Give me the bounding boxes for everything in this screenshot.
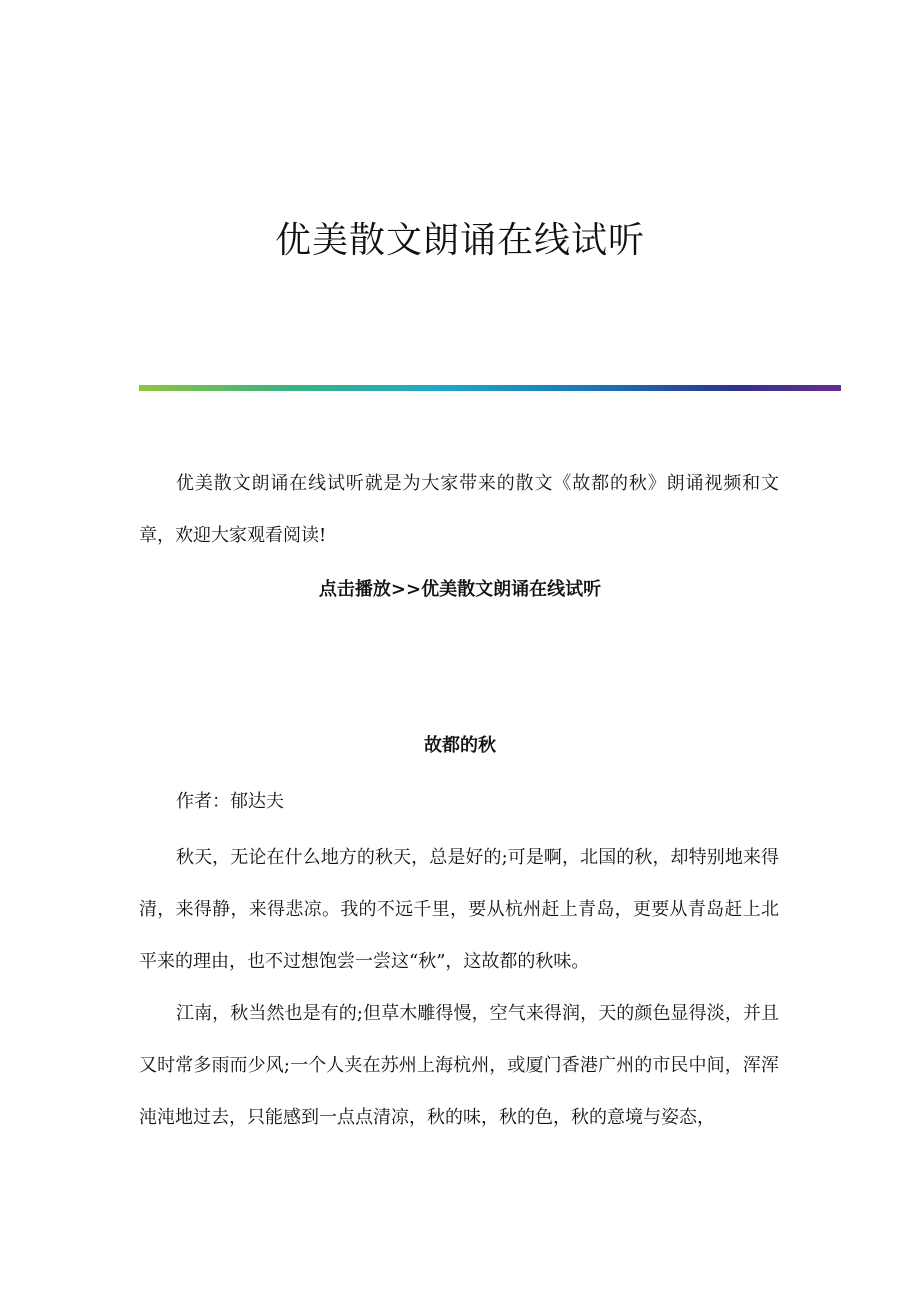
play-link[interactable]: 点击播放>>优美散文朗诵在线试听	[318, 579, 602, 600]
page-title: 优美散文朗诵在线试听	[274, 220, 645, 261]
gradient-divider	[139, 385, 841, 391]
author-line: 作者：郁达夫	[176, 791, 284, 812]
essay-paragraph-2: 江南，秋当然也是有的;但草木雕得慢，空气来得润，天的颜色显得淡，并且又时常多雨而少风;一个人夹在苏州上海杭州，或厦门香港广州的市民中间，浑浑沌沌地过去，只能感到一点点清凉，秋的味，秋的色，秋的意境与姿态，	[139, 1003, 779, 1128]
essay-title: 故都的秋	[424, 735, 496, 756]
essay-paragraph-1: 秋天，无论在什么地方的秋天，总是好的;可是啊，北国的秋，却特别地来得清，来得静，来得悲凉。我的不远千里，要从杭州赶上青岛，更要从青岛赶上北平来的理由，也不过想饱尝一尝这“秋”，这故都的秋味。	[139, 847, 779, 972]
intro-paragraph: 优美散文朗诵在线试听就是为大家带来的散文《故都的秋》朗诵视频和文章，欢迎大家观看阅读!	[139, 473, 779, 546]
